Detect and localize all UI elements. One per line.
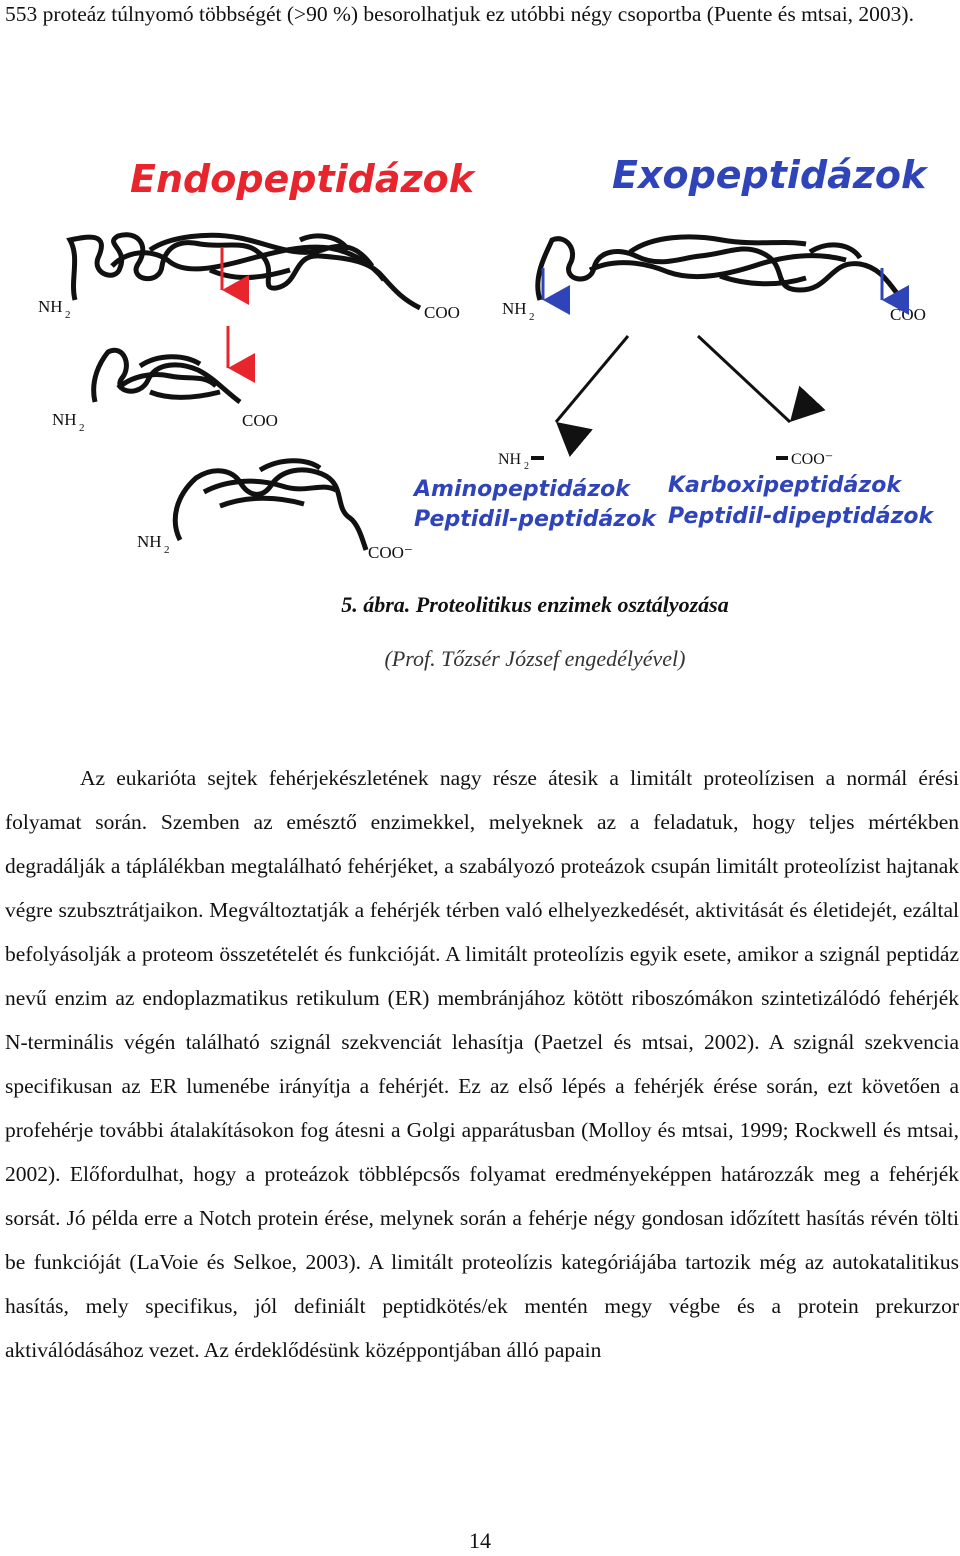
exopeptidases-heading: Exopeptidázok [612, 153, 927, 197]
svg-text:NH: NH [52, 410, 77, 429]
peptidyl-peptidases-label: Peptidil-peptidázok [414, 507, 656, 532]
coo-terminal-marker [776, 451, 833, 468]
svg-text:NH: NH [502, 299, 527, 318]
svg-text:2: 2 [524, 461, 529, 472]
coo-label-exo: COO [890, 305, 926, 324]
branch-arrow-carboxy [698, 336, 790, 422]
svg-text:2: 2 [529, 311, 535, 323]
endopeptidases-heading: Endopeptidázok [130, 157, 475, 201]
protein-chain-endo-2 [94, 350, 240, 402]
nh2-label-exo [502, 299, 535, 323]
svg-text:NH: NH [498, 451, 522, 468]
nh2-label-endo-1 [38, 297, 71, 321]
nh2-label-endo-3 [137, 532, 170, 556]
figure-credit: (Prof. Tőzsér József engedélyével) [384, 646, 686, 671]
carboxypeptidases-label: Karboxipeptidázok [668, 473, 901, 498]
svg-text:2: 2 [164, 544, 170, 556]
body-paragraph: Az eukarióta sejtek fehérjekészletének nagy része átesik a limitált proteolízisen a normál érési folyamat során. Szemben az emésztő enzimekkel, melyeknek az a feladatuk, hogy teljes mértékben degradálják a táplálékban megtalálható fehérjéket, a szabályozó proteázok csupán limitált proteolízist hajtanak végre szubsztrátjaikon. Megváltoztatják a fehérjék térben való elhelyezkedését, aktivitását és életidejét, ezáltal befolyásolják a proteom összetételét és funkcióját. A limitált proteolízis egyik esete, amikor a szignál peptidáz nevű enzim az endoplazmatikus retikulum (ER) membránjához kötött riboszómákon szintetizálódó fehérjék N-terminális végén található szignál szekvenciát lehasítja (Paetzel és mtsai, 2002). A szignál szekvencia specifikusan az ER lumenébe irányítja a fehérjét. Ez az első lépés a fehérjék érése során, ezt követően a profehérje további átalakításokon fog átesni a Golgi apparátusban (Molloy és mtsai, 1999; Rockwell és mtsai, 2002). Előfordulhat, hogy a proteázok többlépcsős folyamat eredményeképpen határozzák meg a fehérjék sorsát. Jó példa erre a Notch protein érése, melynek során a fehérje négy gondosan időzített hasítás révén tölti be funkcióját (LaVoie és Selkoe, 2003). A limitált proteolízis kategóriájába tartozik még az autokatalitikus hasítás, mely specifikus, jól definiált peptidkötés/ek mentén megy végbe és a protein prekurzor aktiválódásához vezet. Az érdeklődésünk középpontjában álló papain [5, 766, 959, 1362]
svg-text:NH: NH [38, 297, 63, 316]
nh2-label-endo-2 [52, 410, 85, 434]
peptidyl-dipeptidases-label: Peptidil-dipeptidázok [668, 504, 934, 529]
coo-label-endo-2: COO [242, 411, 278, 430]
svg-text:2: 2 [65, 309, 71, 321]
coo-minus-label-endo-3: COO⁻ [368, 543, 413, 562]
nh2-terminal-marker [498, 451, 544, 472]
svg-text:2: 2 [79, 422, 85, 434]
protease-classification-figure [0, 140, 960, 570]
page-number: 14 [469, 1528, 491, 1553]
figure-caption: 5. ábra. Proteolitikus enzimek osztályozása [341, 592, 729, 617]
svg-text:NH: NH [137, 532, 162, 551]
svg-text:COO⁻: COO⁻ [791, 451, 834, 468]
protein-chain-endo-1 [70, 235, 420, 308]
branch-arrow-amino [556, 336, 628, 422]
protein-chain-exo [538, 237, 906, 304]
intro-paragraph: 553 proteáz túlnyomó többségét (>90 %) besorolhatjuk ez utóbbi négy csoportba (Puente és mtsai, 2003). [5, 2, 914, 26]
protein-chain-endo-3 [175, 461, 366, 550]
coo-label-endo-1: COO [424, 303, 460, 322]
aminopeptidases-label: Aminopeptidázok [414, 477, 630, 502]
